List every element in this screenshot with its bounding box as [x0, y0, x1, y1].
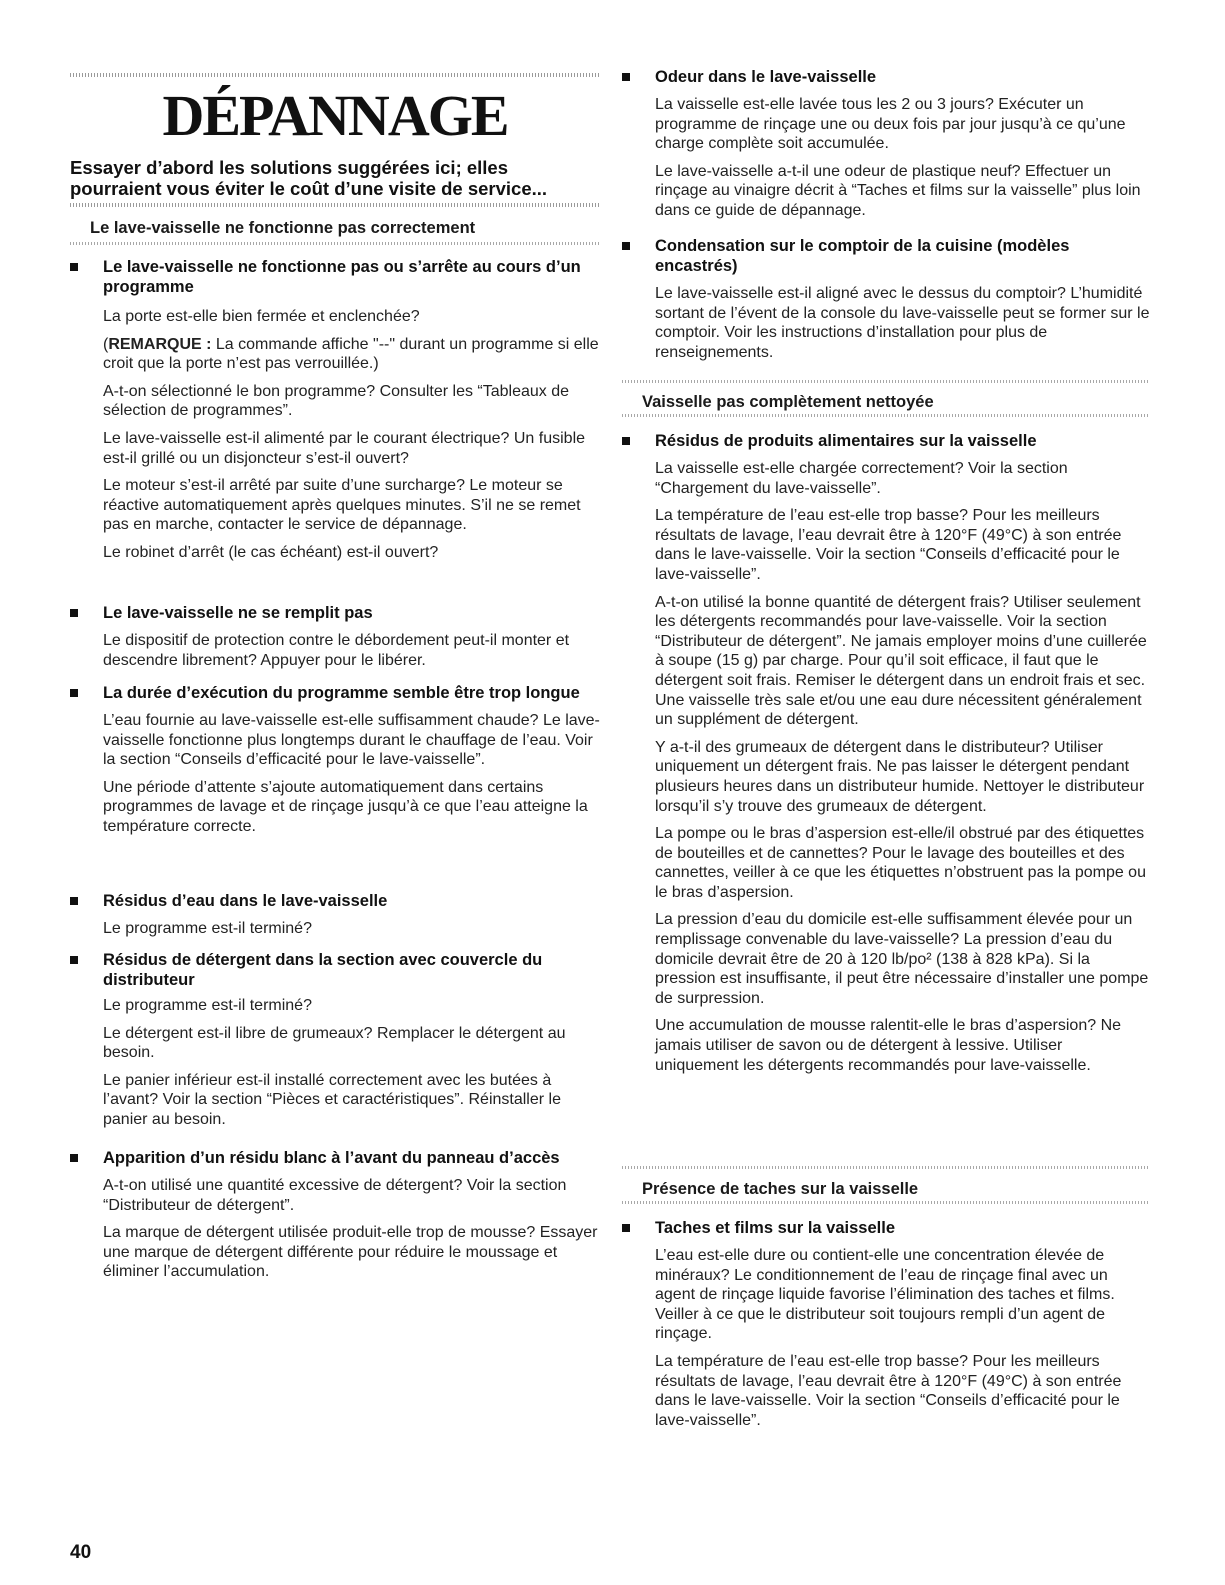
section-heading: Présence de taches sur la vaisselle — [642, 1180, 919, 1198]
item-title: Le lave-vaisselle ne fonctionne pas ou s’arrête au cours d’un programme — [103, 258, 581, 296]
paragraph: Le panier inférieur est-il installé correctement avec les butées à l’avant? Voir la section “Pièces et caractéristiques”. Réinstaller le panier au besoin. — [103, 1071, 561, 1128]
bullet-icon — [622, 1224, 630, 1232]
paragraph: Le lave-vaisselle a-t-il une odeur de plastique neuf? Effectuer un rinçage au vinaigre décrit à “Taches et films sur la vaisselle” plus loin dans ce guide de dépannage. — [655, 162, 1141, 219]
paragraph: La vaisselle est-elle chargée correctement? Voir la section “Chargement du lave-vaisselle”. — [655, 460, 1068, 497]
item-title: Odeur dans le lave-vaisselle — [655, 68, 877, 86]
item-title: Apparition d’un résidu blanc à l’avant du panneau d’accès — [103, 1149, 560, 1167]
item-title: Résidus d’eau dans le lave-vaisselle — [103, 892, 388, 910]
section-heading-block — [622, 380, 1150, 417]
paragraph: Le lave-vaisselle est-il aligné avec le dessus du comptoir? L’humidité sortant de l’évent de la console du lave-vaisselle peut se former sur le comptoir. Voir les instructions d’installation pour plus de renseignements. — [655, 285, 1150, 361]
paragraph: Le programme est-il terminé? — [103, 997, 312, 1014]
paragraph: A-t-on utilisé la bonne quantité de détergent frais? Utiliser seulement les détergents recommandés pour lave-vaisselle. Voir la section “Distributeur de détergent”. Ne jamais employer moins d’une cuillerée à soupe (15 g) par charge. Pour qu’il soit efficace, il faut que le détergent soit frais. Remiser le détergent dans un endroit frais et sec. Une vaisselle très sale et/ou une eau dure nécessitent généralement un supplément de détergent. — [655, 593, 1147, 729]
paragraph: Le détergent est-il libre de grumeaux? Remplacer le détergent au besoin. — [103, 1024, 566, 1062]
paragraph: La pression d’eau du domicile est-elle suffisamment élevée pour un remplissage convenable du lave-vaisselle? La pression d’eau du domicile devrait être de 20 à 120 lb/po² (138 à 828 kPa). Si la pression est insuffisante, il peut être nécessaire d’installer une pompe de surpression. — [655, 911, 1149, 1007]
bullet-icon — [70, 897, 78, 905]
paragraph: La température de l’eau est-elle trop basse? Pour les meilleurs résultats de lavage, l’eau devrait être à 120°F (49°C) à son entrée dans le lave-vaisselle. Voir la section “Conseils d’efficacité pour le lave-vaisselle”. — [655, 507, 1122, 583]
section-rule — [622, 1166, 1150, 1169]
paragraph: L’eau fournie au lave-vaisselle est-elle suffisamment chaude? Le lave-vaisselle fonctionne plus longtemps durant le chauffage de l’eau. Voir la section “Conseils d’efficacité pour le lave-vaisselle”. — [103, 712, 600, 769]
item-title: Le lave-vaisselle ne se remplit pas — [103, 604, 373, 622]
intro-rule — [70, 203, 600, 207]
bullet-icon — [70, 956, 78, 964]
troubleshoot-item — [622, 431, 1150, 1075]
note-label: REMARQUE : — [108, 335, 212, 353]
paragraph: A-t-on sélectionné le bon programme? Consulter les “Tableaux de sélection de programmes”. — [103, 382, 570, 420]
paragraph: Le moteur s’est-il arrêté par suite d’une surcharge? Le moteur se réactive automatiquement après quelques minutes. S’il ne se remet pas en marche, contacter le service de dépannage. — [103, 477, 581, 534]
paragraph: Le programme est-il terminé? — [103, 920, 312, 937]
section-heading-block — [622, 1166, 1150, 1204]
paragraph: Le lave-vaisselle est-il alimenté par le courant électrique? Un fusible est-il grillé ou un disjoncteur s’est-il ouvert? — [103, 429, 586, 467]
page-number: 40 — [70, 1542, 92, 1563]
paragraph: Le dispositif de protection contre le débordement peut-il monter et descendre librement? Appuyer pour le libérer. — [103, 632, 570, 669]
title-rule — [70, 73, 600, 77]
page-title: DÉPANNAGE — [162, 83, 508, 148]
section-rule — [70, 242, 600, 245]
item-title: La durée d’exécution du programme semble être trop longue — [103, 684, 580, 702]
paragraph: Une période d’attente s’ajoute automatiquement dans certains programmes de lavage et de rinçage jusqu’à ce que l’eau atteigne la température correcte. — [103, 778, 588, 835]
paragraph: L’eau est-elle dure ou contient-elle une concentration élevée de minéraux? Le conditionnement de l’eau de rinçage final avec un agent de rinçage liquide favorise l’élimination des taches et films. Veiller à ce que le distributeur soit toujours rempli d’un agent de rinçage. — [655, 1247, 1115, 1343]
item-title: Condensation sur le comptoir de la cuisine (modèles encastrés) — [655, 237, 1070, 275]
bullet-icon — [70, 1154, 78, 1162]
troubleshoot-item — [70, 683, 600, 837]
paragraph: La porte est-elle bien fermée et enclenchée? — [103, 308, 420, 325]
troubleshoot-item — [70, 257, 600, 563]
item-title: Résidus de détergent dans la section avec couvercle du distributeur — [103, 951, 543, 989]
item-title: Résidus de produits alimentaires sur la vaisselle — [655, 432, 1037, 450]
paragraph: La marque de détergent utilisée produit-elle trop de mousse? Essayer une marque de détergent différente pour réduire le moussage et éliminer l’accumulation. — [103, 1224, 598, 1281]
paragraph: La vaisselle est-elle lavée tous les 2 ou 3 jours? Exécuter un programme de rinçage une ou deux fois par jour jusqu’à ce qu’une charge complète soit accumulée. — [655, 96, 1126, 153]
paragraph: Y a-t-il des grumeaux de détergent dans le distributeur? Utiliser uniquement un détergent frais. Ne pas laisser le détergent pendant plusieurs heures dans un distributeur humide. Nettoyer le distributeur lorsqu’il s’y trouve des grumeaux de détergent. — [655, 738, 1145, 815]
troubleshoot-item — [622, 236, 1150, 362]
section-rule — [622, 1201, 1150, 1204]
paragraph: La pompe ou le bras d’aspersion est-elle/il obstrué par des étiquettes de bouteilles et de cannettes? Pour le lavage des bouteilles et des cannettes, veiller à ce que les étiquettes n’obstruent pas la pompe ou le bras d’aspersion. — [655, 825, 1146, 901]
troubleshoot-item — [70, 891, 600, 939]
item-title: Taches et films sur la vaisselle — [655, 1219, 895, 1237]
bullet-icon — [70, 689, 78, 697]
intro-text: Essayer d’abord les solutions suggérées ici; elles pourraient vous éviter le coût d’une visite de service... — [70, 157, 548, 199]
section-heading: Le lave-vaisselle ne fonctionne pas correctement — [90, 219, 476, 237]
troubleshoot-item — [70, 1148, 600, 1282]
section-heading-block — [70, 218, 600, 245]
troubleshoot-item — [622, 1218, 1150, 1430]
bullet-icon — [622, 242, 630, 250]
paragraph: Le robinet d’arrêt (le cas échéant) est-il ouvert? — [103, 543, 439, 561]
section-rule — [622, 380, 1150, 383]
section-rule — [622, 414, 1150, 417]
bullet-icon — [622, 73, 630, 81]
paragraph: (REMARQUE : La commande affiche "--" durant un programme si elle croit que la porte n’est pas verrouillée.) — [103, 335, 599, 373]
paragraph: La température de l’eau est-elle trop basse? Pour les meilleurs résultats de lavage, l’eau devrait être à 120°F (49°C) à son entrée dans le lave-vaisselle. Voir la section “Conseils d’efficacité pour le lave-vaisselle”. — [655, 1352, 1122, 1429]
bullet-icon — [622, 437, 630, 445]
troubleshoot-item — [622, 67, 1150, 221]
troubleshoot-item — [70, 950, 600, 1130]
bullet-icon — [70, 263, 78, 271]
section-heading: Vaisselle pas complètement nettoyée — [642, 393, 934, 411]
bullet-icon — [70, 609, 78, 617]
troubleshoot-item — [70, 603, 600, 670]
paragraph: A-t-on utilisé une quantité excessive de détergent? Voir la section “Distributeur de détergent”. — [103, 1177, 567, 1214]
paragraph: Une accumulation de mousse ralentit-elle le bras d’aspersion? Ne jamais utiliser de savon ou de détergent à lessive. Utiliser uniquement les détergents recommandés pour lave-vaisselle. — [655, 1017, 1122, 1074]
